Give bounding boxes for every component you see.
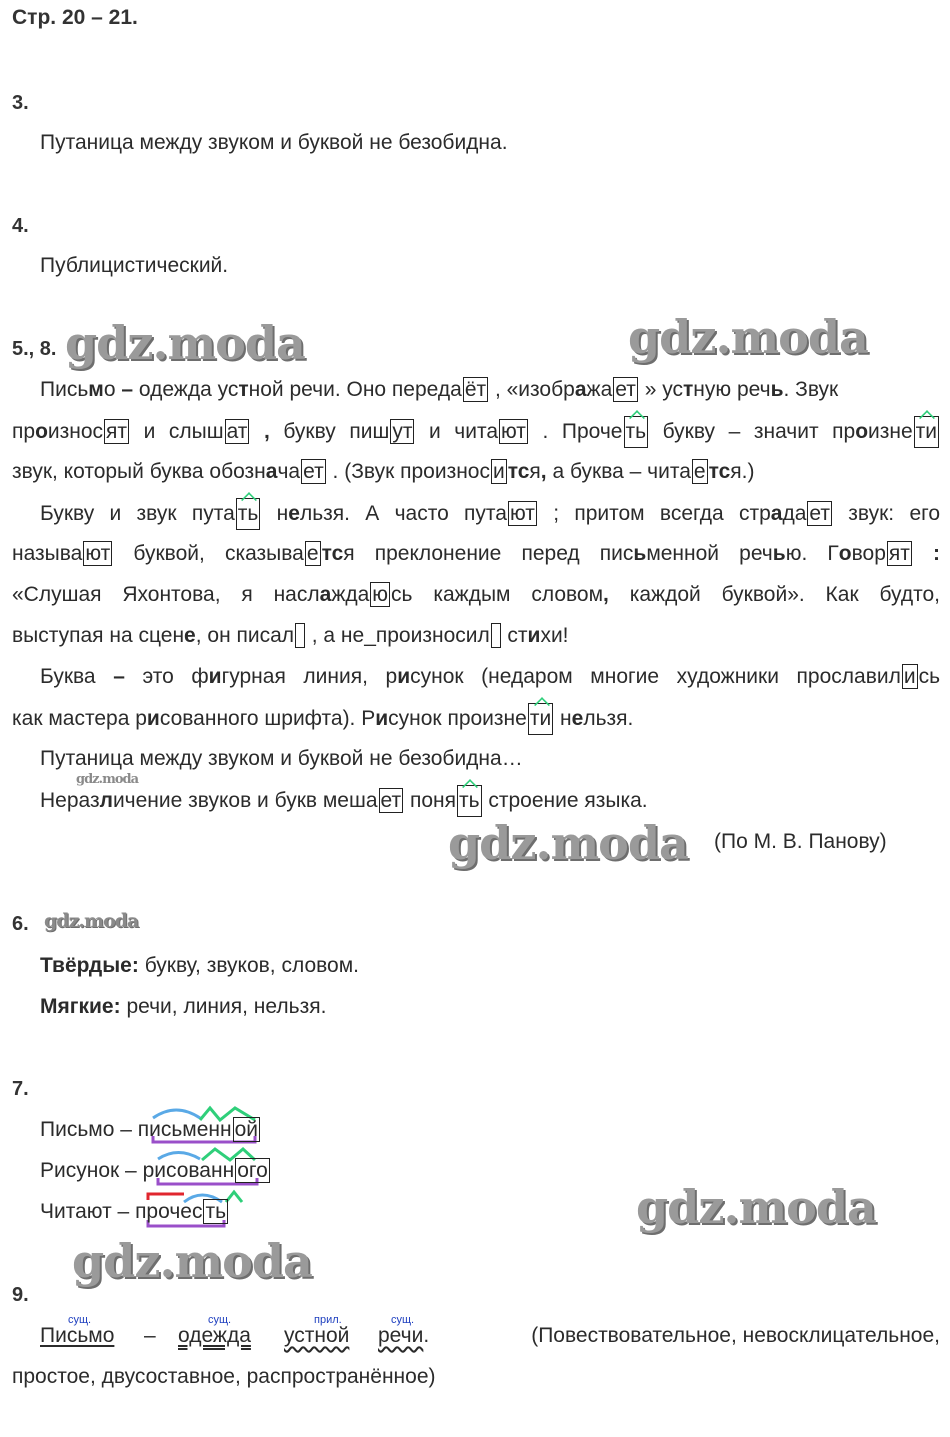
attribution: (По М. В. Панову)	[714, 830, 887, 853]
pair-stem: прочес	[135, 1200, 203, 1223]
source-word: Читают	[40, 1200, 112, 1223]
watermark: gdz.moda	[72, 1234, 312, 1288]
watermark: gdz.moda	[76, 772, 139, 787]
text-line: называ ют буквой, сказыва е тся преклонение перед письменной речью. Говор ят :	[12, 542, 940, 565]
task-3-answer: Путаница между звуком и буквой не безобидна.	[40, 131, 508, 154]
word-pair-row	[40, 1115, 261, 1145]
task-3-number: 3.	[12, 92, 29, 114]
subject: Письмо	[40, 1324, 115, 1347]
sentence-word-attribute	[284, 1321, 349, 1351]
watermark: gdz.moda	[65, 316, 305, 370]
task-4-answer: Публицистический.	[40, 254, 229, 277]
watermark: gdz.moda	[448, 816, 688, 870]
hard-label: Твёрдые:	[40, 954, 139, 977]
text-line: как мастера рисованного шрифта). Рисунок произне ти нельзя.	[12, 703, 940, 735]
text-line: «Слушая Яхонтова, я наслажда ю сь каждым словом, каждой буквой». Как будто,	[12, 583, 941, 606]
page-reference: Стр. 20 – 21.	[12, 6, 138, 29]
hard-consonants-line	[40, 951, 359, 981]
soft-consonants-line	[40, 992, 326, 1022]
pos-label: прил.	[314, 1314, 342, 1326]
pair-ending: ть	[205, 1200, 227, 1223]
task-7-number: 7.	[12, 1078, 29, 1100]
text-line: Неразличение звуков и букв меша ет поня ть строение языка.	[40, 785, 940, 817]
text-line: произнос ят и слыш ат , букву пиш ут и чита ют . Проче ть букву – значит произне ти	[12, 416, 940, 448]
dash: –	[114, 1118, 138, 1141]
task-6-number: 6.	[12, 913, 29, 935]
sentence-characteristics-continued: простое, двусоставное, распространённое)	[12, 1365, 436, 1388]
source-word: Письмо	[40, 1118, 115, 1141]
sentence-word-object: речи.	[378, 1324, 430, 1347]
watermark: gdz.moda	[44, 910, 139, 932]
task-5-8-number: 5., 8.	[12, 338, 57, 360]
text-line: Письмо – одежда устной речи. Оно переда ёт , «изобража ет » устную речь. Звук	[40, 378, 839, 401]
sentence-characteristics: (Повествовательное, невосклицательное,	[531, 1324, 940, 1347]
soft-label: Мягкие:	[40, 995, 121, 1018]
attribute: устной	[284, 1324, 350, 1347]
text-line: выступая на сцене, он писал , а не_произносил стихи!	[12, 624, 569, 647]
watermark: gdz.moda	[636, 1180, 876, 1234]
predicate: одежда	[178, 1324, 251, 1347]
task-9-number: 9.	[12, 1284, 29, 1306]
sentence-word-predicate	[178, 1321, 251, 1351]
task-4-number: 4.	[12, 215, 29, 237]
text-line: звук, который буква обознача ет . (Звук произнос и тся, а буква – чита е тся.)	[12, 460, 755, 483]
pair-ending: ой	[234, 1118, 259, 1141]
pos-label: сущ.	[208, 1314, 232, 1326]
source-word: Рисунок	[40, 1159, 120, 1182]
soft-words: речи, линия, нельзя.	[126, 995, 327, 1018]
word-pair-row	[40, 1197, 229, 1227]
pos-label: сущ.	[391, 1314, 415, 1326]
sentence-dash: –	[144, 1324, 156, 1347]
attribute-noun: речи	[378, 1324, 424, 1347]
pos-label: сущ.	[68, 1314, 92, 1326]
dash: –	[119, 1159, 143, 1182]
text-line: Букву и звук пута ть нельзя. А часто пута ют ; притом всегда страда ет звук: его	[40, 498, 940, 530]
text-line: Путаница между звуком и буквой не безобидна…	[40, 747, 523, 770]
pair-ending: ого	[237, 1159, 268, 1182]
word-pair-row	[40, 1156, 271, 1186]
pair-stem: письменн	[137, 1118, 232, 1141]
dash: –	[111, 1200, 136, 1223]
watermark: gdz.moda	[628, 310, 868, 364]
pair-stem: рисованн	[142, 1159, 235, 1182]
text-line: Буква – это фигурная линия, рисунок (недаром многие художники прославил и сь	[40, 665, 941, 688]
hard-words: букву, звуков, словом.	[144, 954, 360, 977]
sentence-word-subject	[40, 1321, 114, 1351]
